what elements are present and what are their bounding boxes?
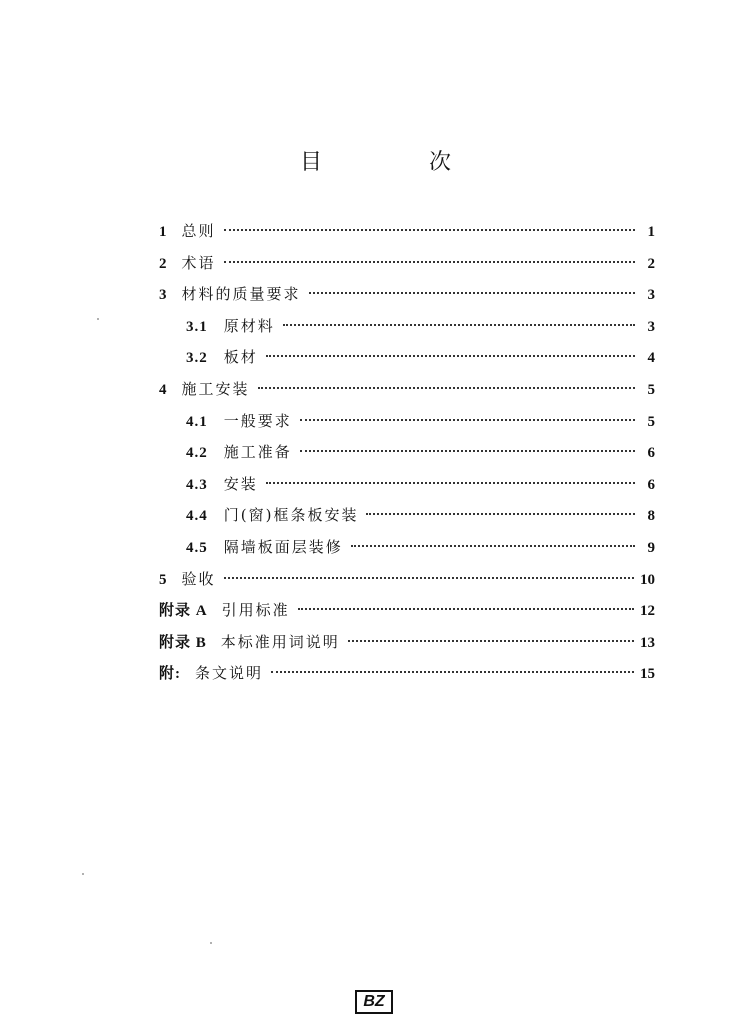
toc-entry-number: 4.4 [186,508,208,525]
toc-entry-label: 门(窗)框条板安装 [223,506,359,525]
toc-entry-label: 术语 [181,253,216,272]
toc-entry-label: 引用标准 [221,601,290,620]
publisher-logo: BZ [355,990,393,1014]
toc-entry[interactable] [159,627,655,659]
toc-entry-page-number: 13 [640,634,655,651]
toc-entry-page-number: 6 [647,445,655,462]
toc-dot-leader [351,545,635,547]
toc-dot-leader [266,482,635,484]
toc-entry-page-number: 4 [647,350,655,367]
toc-entry-number: 5 [159,571,168,588]
toc-entry-label: 安装 [223,474,258,493]
toc-entry[interactable] [159,469,655,501]
toc-entry-page-number: 6 [647,476,655,493]
toc-entry[interactable] [159,658,655,690]
toc-entry-page-number: 8 [647,508,655,525]
scan-speck [82,873,84,875]
toc-entry-label: 条文说明 [195,664,264,683]
toc-entry[interactable] [159,595,655,627]
toc-dot-leader [283,324,635,326]
toc-entry[interactable] [159,216,655,248]
toc-entry-number: 2 [159,255,168,272]
toc-entry-label: 隔墙板面层装修 [223,537,343,556]
toc-entry-page-number: 1 [647,224,655,240]
toc-entry-number: 附: [159,666,181,683]
toc-entry[interactable] [159,406,655,438]
toc-dot-leader [266,355,635,357]
toc-entry-label: 施工准备 [223,443,292,462]
toc-entry-page-number: 15 [640,666,655,683]
toc-entry-page-number: 5 [647,381,655,398]
toc-dot-leader [224,577,634,579]
toc-dot-leader [258,387,635,389]
toc-entry-number: 附录 A [159,603,208,620]
toc-dot-leader [300,450,635,452]
toc-entry-label: 原材料 [223,316,275,335]
toc-entry-label: 材料的质量要求 [181,285,301,304]
toc-entry-page-number: 9 [647,539,655,556]
toc-entry[interactable] [159,500,655,532]
toc-entry-label: 施工安装 [181,379,250,398]
toc-entry[interactable] [159,532,655,564]
toc-entry-page-number: 2 [647,255,655,272]
scan-speck [210,942,212,944]
toc-entry-label: 一般要求 [223,411,292,430]
toc-entry[interactable] [159,564,655,596]
toc-entry-number: 4.3 [186,476,208,493]
toc-dot-leader [309,292,635,294]
table-of-contents [159,216,655,690]
toc-entry-label: 本标准用词说明 [220,632,340,651]
toc-entry[interactable] [159,342,655,374]
toc-entry-page-number: 5 [647,413,655,430]
toc-entry[interactable] [159,248,655,280]
toc-entry-number: 3.1 [186,318,208,335]
toc-entry-page-number: 3 [647,287,655,304]
toc-entry-page-number: 10 [640,571,655,588]
toc-dot-leader [298,608,634,610]
toc-entry-label: 总则 [181,222,216,240]
toc-dot-leader [366,513,635,515]
toc-dot-leader [300,419,635,421]
toc-entry-number: 4 [159,381,168,398]
toc-entry[interactable] [159,437,655,469]
toc-entry-number: 3.2 [186,350,208,367]
toc-title: 目 次 [300,150,501,175]
toc-entry-number: 4.1 [186,413,208,430]
toc-entry-number: 4.2 [186,445,208,462]
toc-dot-leader [224,229,635,231]
toc-entry-label: 板材 [223,348,258,367]
toc-entry-number: 4.5 [186,539,208,556]
toc-entry[interactable] [159,311,655,343]
toc-entry-label: 验收 [181,569,216,588]
toc-entry-number: 1 [159,224,168,240]
toc-entry[interactable] [159,374,655,406]
scan-speck [97,318,99,320]
toc-entry-page-number: 12 [640,603,655,620]
toc-entry-page-number: 3 [647,318,655,335]
toc-dot-leader [224,261,635,263]
toc-entry-number: 3 [159,287,168,304]
toc-entry[interactable] [159,279,655,311]
toc-dot-leader [348,640,634,642]
toc-dot-leader [271,671,634,673]
toc-entry-number: 附录 B [159,634,207,651]
